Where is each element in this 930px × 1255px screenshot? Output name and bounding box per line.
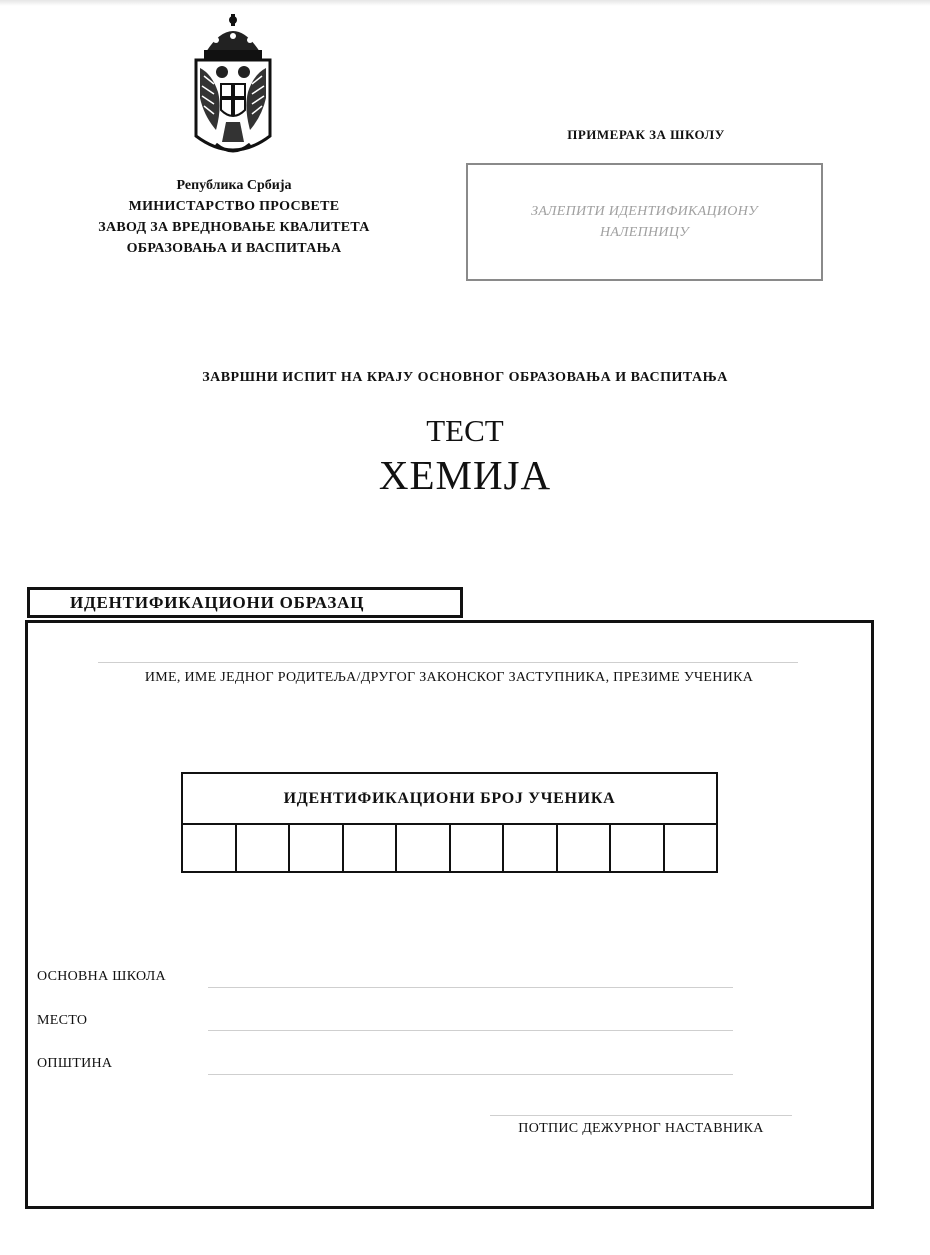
- signature-field[interactable]: [490, 1115, 792, 1116]
- id-digit-cell[interactable]: [397, 825, 451, 873]
- id-form-tab: ИДЕНТИФИКАЦИОНИ ОБРАЗАЦ: [27, 587, 463, 618]
- institution-line: ЗАВОД ЗА ВРЕДНОВАЊЕ КВАЛИТЕТА: [98, 220, 370, 235]
- student-name-label: ИМЕ, ИМЕ ЈЕДНОГ РОДИТЕЉА/ДРУГОГ ЗАКОНСКОГ ЗАСТУПНИКА, ПРЕЗИМЕ УЧЕНИКА: [144, 670, 754, 685]
- top-shade: [0, 0, 930, 6]
- id-digit-cell[interactable]: [290, 825, 344, 873]
- signature-label: ПОТПИС ДЕЖУРНОГ НАСТАВНИКА: [518, 1121, 764, 1136]
- copy-label: ПРИМЕРАК ЗА ШКОЛУ: [567, 127, 725, 142]
- id-digit-cell[interactable]: [504, 825, 558, 873]
- municipality-label: ОПШТИНА: [37, 1056, 113, 1071]
- institution-line: Република Србија: [176, 178, 292, 193]
- id-digit-cells: [183, 825, 716, 873]
- id-number-title: ИДЕНТИФИКАЦИОНИ БРОЈ УЧЕНИКА: [183, 774, 716, 825]
- id-digit-cell[interactable]: [344, 825, 398, 873]
- institution-line: МИНИСТАРСТВО ПРОСВЕТЕ: [128, 199, 340, 214]
- institution-block: [40, 175, 428, 259]
- coat-of-arms-icon: [192, 12, 274, 164]
- institution-line: ОБРАЗОВАЊА И ВАСПИТАЊА: [126, 241, 342, 256]
- student-name-field[interactable]: [98, 662, 798, 663]
- municipality-field[interactable]: [208, 1074, 733, 1075]
- test-label: ТЕСТ: [426, 413, 504, 448]
- id-digit-cell[interactable]: [237, 825, 291, 873]
- id-digit-cell[interactable]: [558, 825, 612, 873]
- sticker-box: [466, 163, 823, 281]
- id-digit-cell[interactable]: [611, 825, 665, 873]
- id-digit-cell[interactable]: [665, 825, 717, 873]
- place-field[interactable]: [208, 1030, 733, 1031]
- exam-title: ЗАВРШНИ ИСПИТ НА КРАЈУ ОСНОВНОГ ОБРАЗОВАЊА И ВАСПИТАЊА: [202, 370, 728, 385]
- id-digit-cell[interactable]: [451, 825, 505, 873]
- school-label: ОСНОВНА ШКОЛА: [37, 969, 166, 984]
- school-field[interactable]: [208, 987, 733, 988]
- place-label: МЕСТО: [37, 1013, 88, 1028]
- id-number-box: [181, 772, 718, 873]
- sticker-text: ЗАЛЕПИТИ ИДЕНТИФИКАЦИОНУ НАЛЕПНИЦУ: [531, 204, 758, 240]
- subject-title: ХЕМИЈА: [378, 452, 552, 498]
- id-digit-cell[interactable]: [183, 825, 237, 873]
